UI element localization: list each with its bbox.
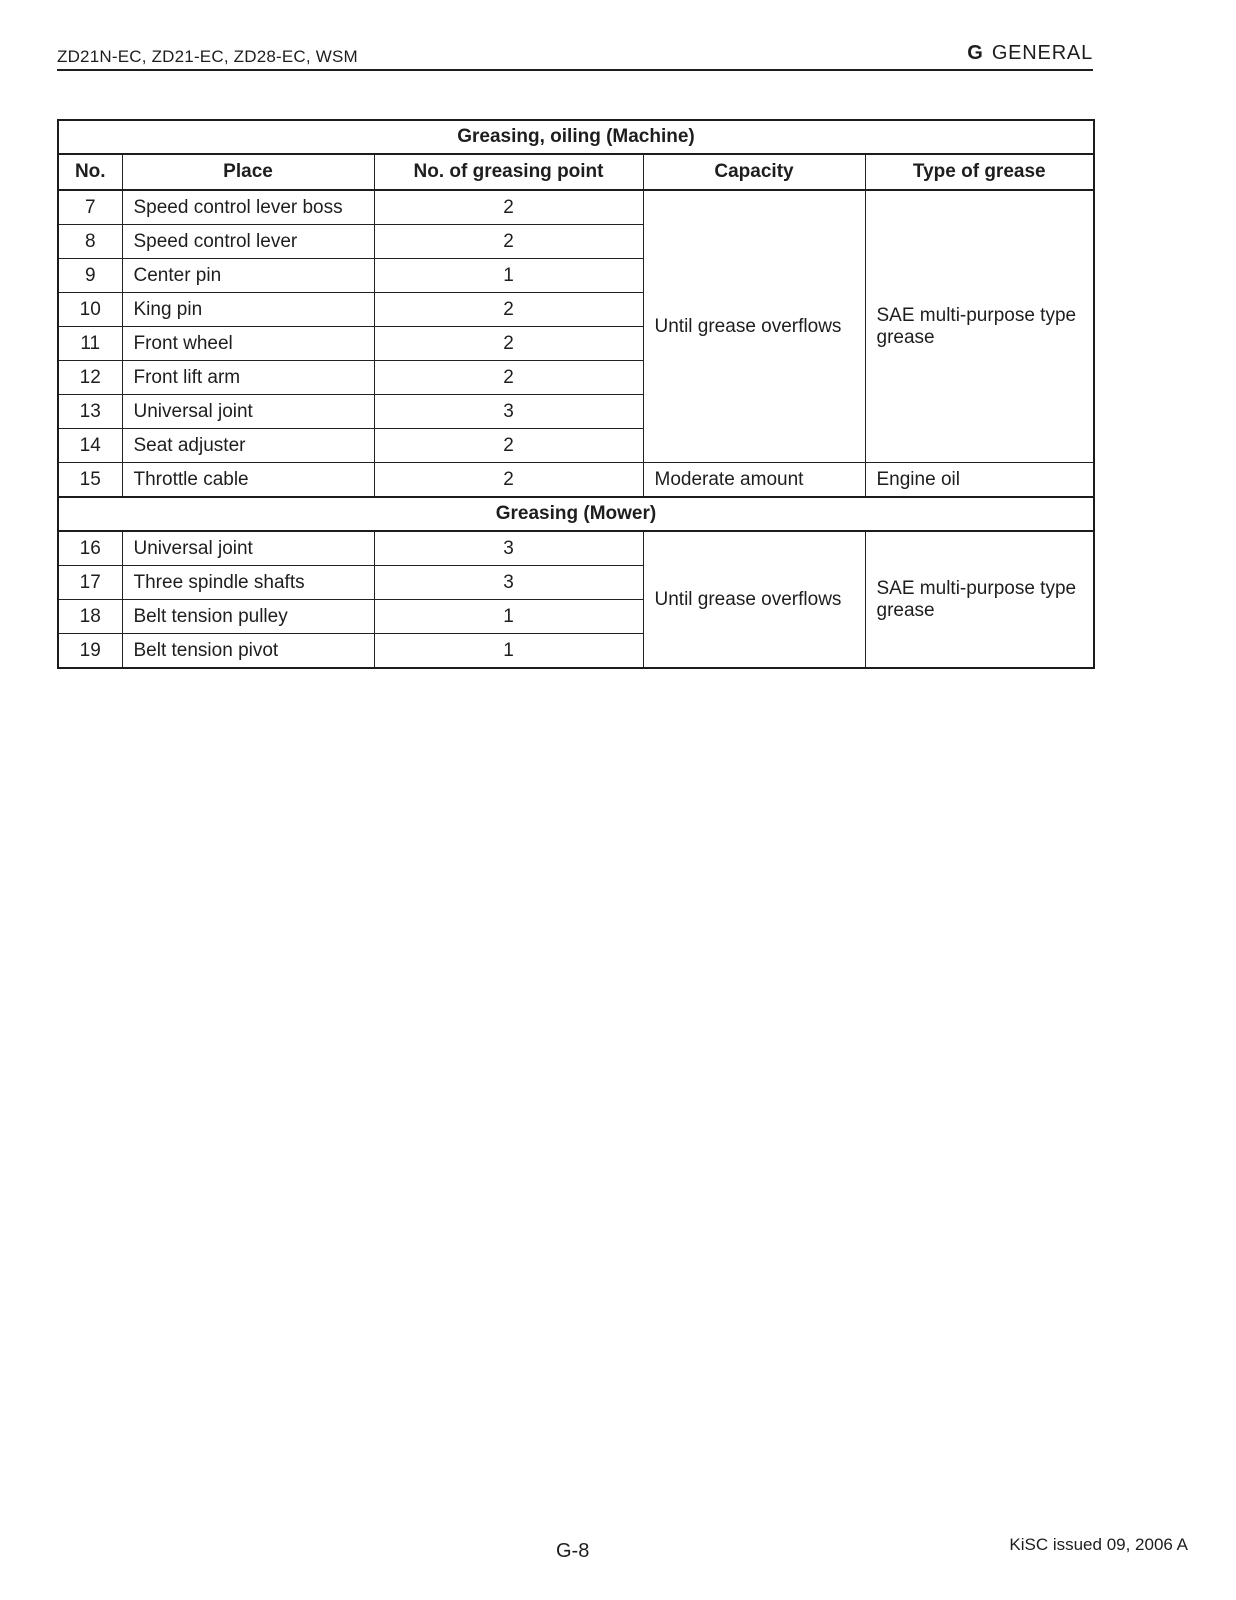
cell-place: Throttle cable [122, 463, 374, 498]
cell-no: 8 [58, 225, 122, 259]
cell-capacity-mower: Until grease overflows [643, 531, 865, 668]
cell-no: 15 [58, 463, 122, 498]
cell-no: 18 [58, 600, 122, 634]
col-header-no: No. [58, 154, 122, 190]
col-header-points: No. of greasing point [374, 154, 643, 190]
cell-capacity-oil: Moderate amount [643, 463, 865, 498]
table-header-row [58, 154, 1094, 190]
cell-points: 2 [374, 293, 643, 327]
cell-points: 3 [374, 395, 643, 429]
cell-no: 10 [58, 293, 122, 327]
cell-place: Front lift arm [122, 361, 374, 395]
cell-points: 2 [374, 361, 643, 395]
cell-no: 16 [58, 531, 122, 566]
table-row [58, 463, 1094, 498]
col-header-type: Type of grease [865, 154, 1094, 190]
cell-place: Universal joint [122, 531, 374, 566]
cell-no: 11 [58, 327, 122, 361]
cell-points: 1 [374, 600, 643, 634]
cell-points: 2 [374, 225, 643, 259]
cell-points: 1 [374, 259, 643, 293]
table-row [58, 531, 1094, 566]
cell-grease-machine: SAE multi-purpose type grease [865, 190, 1094, 463]
cell-no: 17 [58, 566, 122, 600]
cell-points: 2 [374, 429, 643, 463]
cell-grease-mower: SAE multi-purpose type grease [865, 531, 1094, 668]
header-section [967, 42, 1093, 65]
cell-points: 3 [374, 531, 643, 566]
mower-section-title: Greasing (Mower) [58, 497, 1094, 531]
table-title-row [58, 120, 1094, 154]
cell-place: King pin [122, 293, 374, 327]
cell-no: 7 [58, 190, 122, 225]
table-section-row [58, 497, 1094, 531]
cell-no: 9 [58, 259, 122, 293]
cell-points: 2 [374, 190, 643, 225]
cell-place: Speed control lever boss [122, 190, 374, 225]
cell-points: 2 [374, 463, 643, 498]
cell-points: 2 [374, 327, 643, 361]
cell-place: Seat adjuster [122, 429, 374, 463]
greasing-table [57, 119, 1095, 669]
cell-place: Belt tension pivot [122, 634, 374, 669]
cell-place: Three spindle shafts [122, 566, 374, 600]
cell-place: Front wheel [122, 327, 374, 361]
cell-place: Center pin [122, 259, 374, 293]
section-title: GENERAL [991, 42, 1093, 64]
cell-no: 14 [58, 429, 122, 463]
header-rule [57, 69, 1093, 71]
cell-place: Universal joint [122, 395, 374, 429]
header-model-codes: ZD21N-EC, ZD21-EC, ZD28-EC, WSM [57, 47, 358, 66]
cell-points: 1 [374, 634, 643, 669]
cell-grease-oil: Engine oil [865, 463, 1094, 498]
cell-capacity-machine: Until grease overflows [643, 190, 865, 463]
cell-place: Speed control lever [122, 225, 374, 259]
cell-no: 19 [58, 634, 122, 669]
col-header-place: Place [122, 154, 374, 190]
table-row [58, 190, 1094, 225]
section-letter: G [967, 42, 983, 64]
cell-no: 13 [58, 395, 122, 429]
col-header-capacity: Capacity [643, 154, 865, 190]
table-title: Greasing, oiling (Machine) [58, 120, 1094, 154]
cell-points: 3 [374, 566, 643, 600]
issue-note: KiSC issued 09, 2006 A [1009, 1535, 1188, 1554]
page-number: G-8 [556, 1540, 590, 1562]
cell-no: 12 [58, 361, 122, 395]
cell-place: Belt tension pulley [122, 600, 374, 634]
